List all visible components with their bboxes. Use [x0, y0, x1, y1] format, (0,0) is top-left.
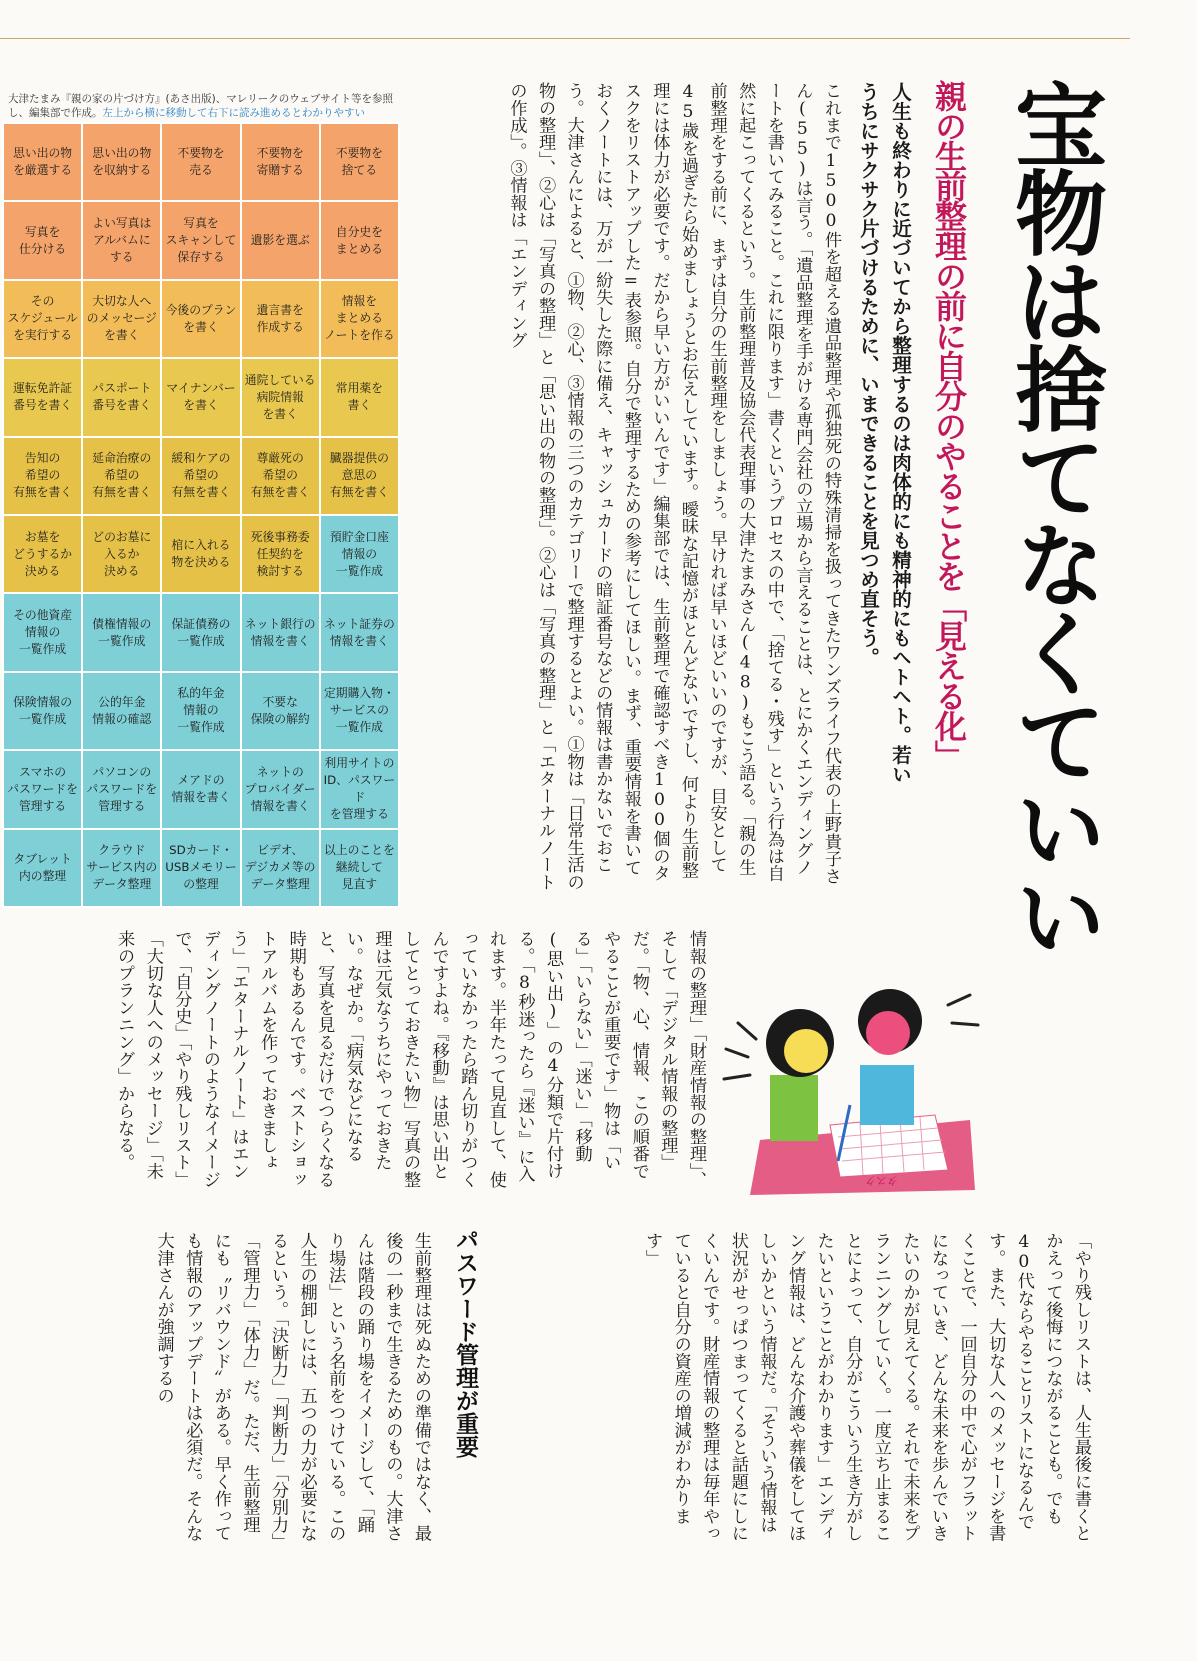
source-note-highlight: 左上から横に移動して右下に読み進めるとわかりやすい: [102, 107, 365, 119]
article-body-lower-right: [642, 1232, 1095, 1542]
task-cell: 遺言書を 作成する: [242, 281, 319, 357]
source-note: [8, 92, 400, 120]
task-cell: 債権情報の 一覧作成: [83, 594, 160, 670]
subhead: 親の生前整理の前に自分のやることを「見える化」: [930, 80, 968, 770]
task-cell: 私的年金 情報の 一覧作成: [162, 673, 239, 749]
body-top-text: これまで1500件を超える遺品整理や孤独死の特殊清掃を扱ってきたワンズライフ代表の上野貴子さん(55)は言う。「遺品整理を手がける専門会社の立場から言えることは、とにかくエンディングノートを書いてみること。これに限ります」書くというプロセスの中で、「捨てる・残す」という行為は自然に起こってくるという。生前整理普及協会代表理事の大津たまみさん(48)もこう語る。「親の生前整理をする前に、まずは自分の生前整理をしましょう。早ければ早いほどいいのですが、目安として45歳を過ぎたら始めましょうとお伝えしています。曖昧な記憶がほとんどないですし、何より生前整理には体力が必要です。だから早い方がいいんです」編集部では、生前整理で確認すべき100個のタスクをリストアップした=表参照。自分で整理するための参考にしてほしい。まず、重要情報を書いておくノートには、万が一紛失した際に備え、キャッシュカードの暗証番号などの情報は書かないでおこう。大津さんによると、①物、②心、③情報の三つのカテゴリーで整理するとよい。①物は「日常生活の物の整理」、②心は「写真の整理」と「思い出の物の整理」。②心は「写真の整理」と「エターナルノートの作成」。③情報は「エンディング: [506, 82, 841, 891]
illustration-label: タスク: [865, 1174, 898, 1187]
task-cell: 常用薬を 書く: [321, 359, 398, 435]
task-cell: 情報を まとめる ノートを作る: [321, 281, 398, 357]
task-cell: 思い出の物 を厳選する: [4, 124, 81, 200]
task-cell: ネットの プロバイダー 情報を書く: [242, 751, 319, 827]
task-cell: 延命治療の 希望の 有無を書く: [83, 438, 160, 514]
task-cell: 写真を スキャンして 保存する: [162, 202, 239, 278]
task-cell: ビデオ、 デジカメ等の データ整理: [242, 830, 319, 906]
body-mid-text: 情報の整理」「財産情報の整理」、そして「デジタル情報の整理」だ。「物、心、情報、この順番でやることが重要です」物は「いる」「いらない」「迷い」「移動(思い出)」の4分類で片付ける。「8秒迷ったら『迷い』に入れます。半年たって見直して、使っていなかったら踏ん切りがつくんですよね。『移動』は思い出としてとっておきたい物」写真の整理は元気なうちにやっておきたい。なぜか。「病気などになると、写真を見るだけでつらくなる時期もあるんです。ベストショットアルバムを作っておきましょう」「エターナルノート」はエンディングノートのようなイメージで、「自分史」「やり残しリスト」「大切な人へのメッセージ」「未来のプランニング」からなる。: [114, 930, 706, 1188]
task-cell: SDカード・ USBメモリー の整理: [162, 830, 239, 906]
task-cell: 不要物を 売る: [162, 124, 239, 200]
task-cell: 保証債務の 一覧作成: [162, 594, 239, 670]
task-cell: 棺に入れる 物を決める: [162, 516, 239, 592]
task-cell: 遺影を選ぶ: [242, 202, 319, 278]
task-cell: その スケジュール を実行する: [4, 281, 81, 357]
task-cell: 保険情報の 一覧作成: [4, 673, 81, 749]
task-cell: 運転免許証 番号を書く: [4, 359, 81, 435]
task-cell: 以上のことを 継続して 見直す: [321, 830, 398, 906]
task-cell: お墓を どうするか 決める: [4, 516, 81, 592]
task-cell: クラウド サービス内の データ整理: [83, 830, 160, 906]
lead-text: 人生も終わりに近づいてから整理するのは肉体的にも精神的にもヘトヘト。若いうちにサクサク片づけるために、いまできることを見つめ直そう。: [857, 82, 912, 784]
task-cell: どのお墓に 入るか 決める: [83, 516, 160, 592]
task-cell: 預貯金口座 情報の 一覧作成: [321, 516, 398, 592]
task-cell: 写真を 仕分ける: [4, 202, 81, 278]
task-table: [2, 122, 400, 908]
task-cell: 臓器提供の 意思の 有無を書く: [321, 438, 398, 514]
task-cell: 不要な 保険の解約: [242, 673, 319, 749]
task-cell: 不要物を 寄贈する: [242, 124, 319, 200]
task-cell: パスポート 番号を書く: [83, 359, 160, 435]
source-note-text: 大津たまみ『親の家の片づけ方』(あさ出版)、マレリークのウェブサイト等を参照し、編集部で作成。: [8, 93, 394, 119]
article-body-top: [405, 82, 845, 892]
task-cell: 不要物を 捨てる: [321, 124, 398, 200]
headline: 宝物は捨てなくていい: [1000, 78, 1107, 958]
task-cell: 緩和ケアの 希望の 有無を書く: [162, 438, 239, 514]
task-cell: メアドの 情報を書く: [162, 751, 239, 827]
task-cell: 利用サイトの ID、パスワード を管理する: [321, 751, 398, 827]
task-cell: マイナンバー を書く: [162, 359, 239, 435]
task-cell: 死後事務委 任契約を 検討する: [242, 516, 319, 592]
body-low-right-text: 「やり残しリストは、人生最後に書くとかえって後悔につながることも。でも40代ならやることリストになるんです。また、大切な人へのメッセージを書くことで、一回自分の中で心がフラットになっていき、どんな未来を歩んでいきたいのかが見えてくる。それで未来をプランニングしていく。一度立ち止まることによって、自分がこういう生き方がしたいということがわかります」エンディング情報は、どんな介護や葬儀をしてほしいかという情報だ。「そういう情報は状況がせっぱつまってくると話題にしにくいんです。財産情報の整理は毎年やっていると自分の資産の増減がわかります」: [642, 1232, 1091, 1542]
section-heading: パスワード管理が重要: [452, 1228, 478, 1458]
task-cell: タブレット 内の整理: [4, 830, 81, 906]
task-cell: 自分史を まとめる: [321, 202, 398, 278]
task-cell: 尊厳死の 希望の 有無を書く: [242, 438, 319, 514]
task-cell: ネット銀行の 情報を書く: [242, 594, 319, 670]
top-rule: [0, 38, 1130, 39]
task-cell: 通院している 病院情報 を書く: [242, 359, 319, 435]
task-cell: 大切な人へ のメッセージ を書く: [83, 281, 160, 357]
task-cell: よい写真は アルバムに する: [83, 202, 160, 278]
task-cell: ネット証券の 情報を書く: [321, 594, 398, 670]
article-body-lower-left: [40, 1232, 435, 1542]
task-cell: スマホの パスワードを 管理する: [4, 751, 81, 827]
task-cell: 思い出の物 を収納する: [83, 124, 160, 200]
task-cell: 告知の 希望の 有無を書く: [4, 438, 81, 514]
task-cell: パソコンの パスワードを 管理する: [83, 751, 160, 827]
task-cell: 公的年金 情報の確認: [83, 673, 160, 749]
illustration-couple: [720, 965, 985, 1200]
body-low-left-text: 生前整理は死ぬための準備ではなく、最後の一秒まで生きるためのもの。大津さんは階段の踊り場をイメージして、「踊り場法」という名前をつけている。この人生の棚卸しには、五つの力が必要になるという。「決断力」「判断力」「分別力」「管理力」「体力」だ。ただ、生前整理にも〝リバウンド〟がある。早く作っても情報のアップデートは必須だ。そんな大津さんが強調するの: [153, 1232, 431, 1542]
task-cell: その他資産 情報の 一覧作成: [4, 594, 81, 670]
task-cell: 定期購入物・ サービスの 一覧作成: [321, 673, 398, 749]
article-body-middle: [40, 930, 710, 1190]
task-cell: 今後のプラン を書く: [162, 281, 239, 357]
